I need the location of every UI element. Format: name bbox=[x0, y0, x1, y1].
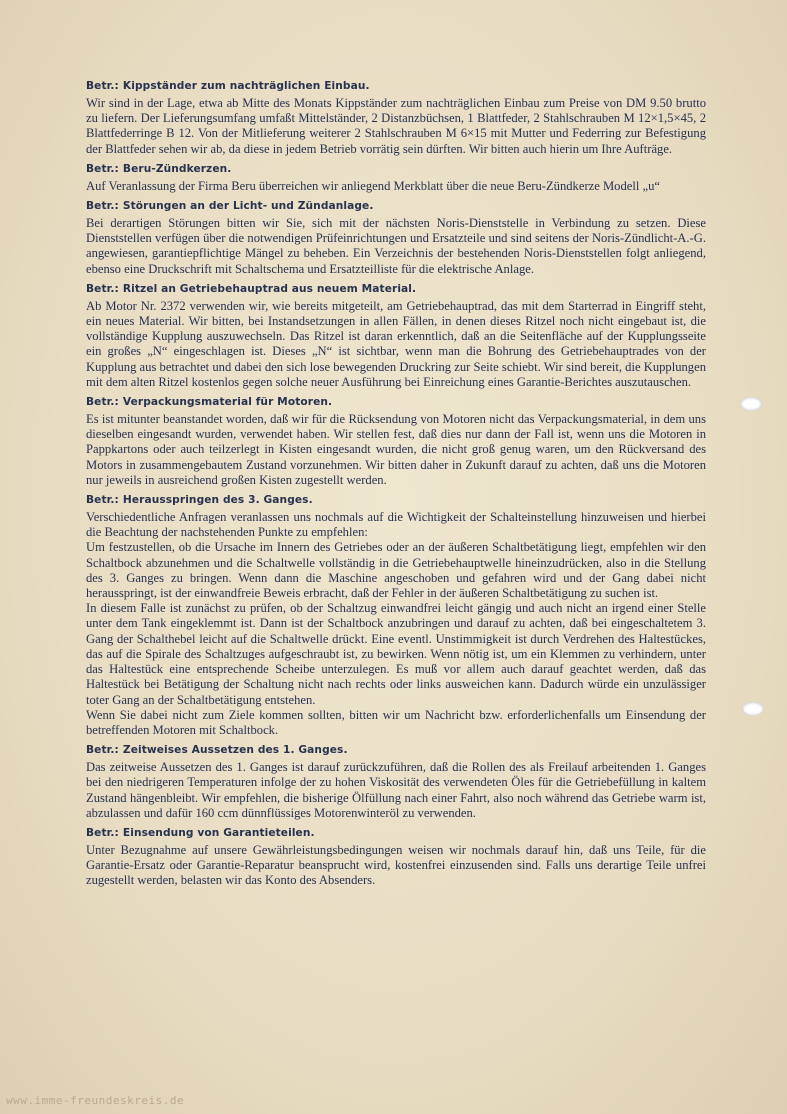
section-heading bbox=[86, 162, 706, 176]
section-title: Herausspringen des 3. Ganges. bbox=[122, 494, 313, 507]
section bbox=[86, 493, 706, 738]
section-title: Einsendung von Garantieteilen. bbox=[122, 826, 315, 839]
subject-prefix: Betr.: bbox=[86, 282, 119, 295]
body-paragraph: Es ist mitunter beanstandet worden, daß wir für die Rücksendung von Motoren nicht das Verpackungsmaterial, in dem uns dieselben eingesandt wurden, verwendet haben. Wir stellen fest, daß dies nur dann der Fall ist, wenn uns die Motoren in Pappkartons oder auch teilzerlegt in Kisten eingesandt wurden, die nicht groß genug waren, um den Rückversand des Motors in zusammengebautem Zustand vorzunehmen. Wir bitten daher in Zukunft darauf zu achten, daß uns die Motoren nur jeweils in ausreichend großen Kisten zugestellt werden. bbox=[86, 412, 706, 487]
section-heading bbox=[86, 826, 706, 840]
subject-prefix: Betr.: bbox=[86, 494, 119, 507]
section-title: Beru-Zündkerzen. bbox=[122, 162, 232, 175]
punch-hole bbox=[740, 397, 762, 411]
section-title: Störungen an der Licht- und Zündanlage. bbox=[122, 200, 374, 213]
body-paragraph: Bei derartigen Störungen bitten wir Sie, sich mit der nächsten Noris-Dienststelle in Verbindung zu setzen. Diese Dienststellen verfügen über die notwendigen Prüfeinrichtungen und Ersatzteile und sind seitens der Noris-Zündlicht-A.-G. angewiesen, garantiepflichtige Mängel zu beheben. Ein Verzeichnis der bestehenden Noris-Dienststellen folgt anliegend, ebenso eine Druckschrift mit Schaltschema und Ersatzteilliste für die elektrische Anlage. bbox=[86, 216, 706, 276]
section bbox=[86, 79, 706, 157]
section bbox=[86, 162, 706, 194]
section-title: Ritzel an Getriebehauptrad aus neuem Material. bbox=[122, 282, 417, 295]
section bbox=[86, 826, 706, 889]
subject-prefix: Betr.: bbox=[86, 744, 119, 757]
body-paragraph: Unter Bezugnahme auf unsere Gewährleistungsbedingungen weisen wir nochmals darauf hin, daß uns Teile, für die Garantie-Ersatz oder Garantie-Reparatur beansprucht wird, kostenfrei einzusenden sind. Falls uns derartige Teile unfrei zugestellt werden, belasten wir das Konto des Absenders. bbox=[86, 842, 706, 888]
section-heading bbox=[86, 493, 706, 507]
site-watermark: www.imme-freundeskreis.de bbox=[6, 1094, 185, 1107]
section-title: Zeitweises Aussetzen des 1. Ganges. bbox=[122, 744, 348, 757]
section-heading bbox=[86, 743, 706, 757]
section-heading bbox=[86, 79, 706, 93]
section-heading bbox=[86, 282, 706, 296]
section bbox=[86, 395, 706, 488]
section bbox=[86, 282, 706, 390]
subject-prefix: Betr.: bbox=[86, 826, 119, 839]
section-heading bbox=[86, 395, 706, 409]
body-paragraph: Wenn Sie dabei nicht zum Ziele kommen sollten, bitten wir um Nachricht bzw. erforderlichenfalls um Einsendung der betreffenden Motoren mit Schaltbock. bbox=[86, 707, 706, 737]
subject-prefix: Betr.: bbox=[86, 162, 119, 175]
section-title: Kippständer zum nachträglichen Einbau. bbox=[122, 80, 370, 92]
section bbox=[86, 199, 706, 277]
section-heading bbox=[86, 199, 706, 213]
subject-prefix: Betr.: bbox=[86, 200, 119, 213]
subject-prefix: Betr.: bbox=[86, 396, 119, 409]
body-paragraph: Wir sind in der Lage, etwa ab Mitte des Monats Kippständer zum nachträglichen Einbau zum Preise von DM 9.50 brutto zu liefern. Der Lieferungsumfang umfaßt Mittelständer, 2 Distanzbüchsen, 1 Blattfeder, 2 Stahlschrauben M 12×1,5×45, 2 Blattfederringe B 12. Von der Mitlieferung weiterer 2 Stahlschrauben M 6×15 mit Mutter und Federring zur Befestigung der Blattfeder sehen wir ab, da diese in jedem Betrieb vorrätig sein dürften. Wir bitten auch hierin um Ihre Aufträge. bbox=[86, 96, 706, 156]
letter-body bbox=[86, 79, 706, 894]
body-paragraph: Verschiedentliche Anfragen veranlassen uns nochmals auf die Wichtigkeit der Schalteinstellung hinzuweisen und hierbei die Beachtung der nachstehenden Punkte zu empfehlen: bbox=[86, 510, 706, 540]
punch-hole bbox=[742, 702, 764, 716]
body-paragraph: In diesem Falle ist zunächst zu prüfen, ob der Schaltzug einwandfrei leicht gängig und auch nicht an irgend einer Stelle unter dem Tank eingeklemmt ist. Dann ist der Schaltbock anzubringen und darauf zu achten, daß bei eingeschaltetem 3. Gang der Schalthebel leicht auf die Schaltwelle drückt. Eine eventl. Unstimmigkeit ist durch Verdrehen des Haltestückes, das auf die Spirale des Schaltzuges aufgeschraubt ist, zu bewirken. Wenn nötig ist, um ein Klemmen zu verhindern, unter das Haltestück eine entsprechende Scheibe unterzulegen. Es muß vor allem auch darauf geachtet werden, daß das Haltestück bei Betätigung der Schaltung nicht nach rechts oder links ausweichen kann. Dadurch würde ein unzulässiger toter Gang an der Schaltbetätigung entstehen. bbox=[86, 601, 706, 707]
body-paragraph: Auf Veranlassung der Firma Beru überreichen wir anliegend Merkblatt über die neue Beru-Zündkerze Modell „u“ bbox=[86, 178, 660, 193]
body-paragraph: Das zeitweise Aussetzen des 1. Ganges ist darauf zurückzuführen, daß die Rollen des als Freilauf arbeitenden 1. Ganges bei den niedrigeren Temperaturen infolge der zu hohen Viskosität des verwendeten Öles für die Getriebefüllung in kaltem Zustand hängenbleibt. Wir empfehlen, die bisherige Ölfüllung nach einer Fahrt, also noch während das Getriebe warm ist, abzulassen und dafür 160 ccm dünnflüssiges Motorenwinteröl zu verwenden. bbox=[86, 760, 706, 820]
section-title: Verpackungsmaterial für Motoren. bbox=[122, 396, 333, 409]
section bbox=[86, 743, 706, 821]
body-paragraph: Ab Motor Nr. 2372 verwenden wir, wie bereits mitgeteilt, am Getriebehauptrad, das mit dem Starterrad in Eingriff steht, ein neues Material. Wir bitten, bei Instandsetzungen in allen Fällen, in denen dieses Ritzel noch nicht eingebaut ist, die vollständige Kupplung auszuwechseln. Das Ritzel ist daran erkenntlich, daß an die Seitenfläche auf der Kupplungsseite ein großes „N“ eingeschlagen ist. Dieses „N“ ist sichtbar, wenn man die Bohrung des Getriebehauptrades von der Kupplung aus betrachtet und dabei den sich lose bewegenden Druckring zur Seite schiebt. Wir sind bereit, die Kupplungen mit dem alten Ritzel kostenlos gegen solche neuer Ausführung bei Einreichung eines Garantie-Berichtes auszutauschen. bbox=[86, 298, 706, 389]
subject-prefix: Betr.: bbox=[86, 80, 119, 92]
body-paragraph: Um festzustellen, ob die Ursache im Innern des Getriebes oder an der äußeren Schaltbetätigung liegt, empfehlen wir den Schaltbock abzunehmen und die Schaltwelle vollständig in die Getriebehauptwelle hineinzudrücken, also in die Stellung des 3. Ganges zu bringen. Wenn dann die Maschine angeschoben und gefahren wird und der Gang dabei nicht herausspringt, ist der einwandfreie Beweis erbracht, daß der Fehler in der äußeren Schaltbetätigung zu suchen ist. bbox=[86, 540, 706, 601]
